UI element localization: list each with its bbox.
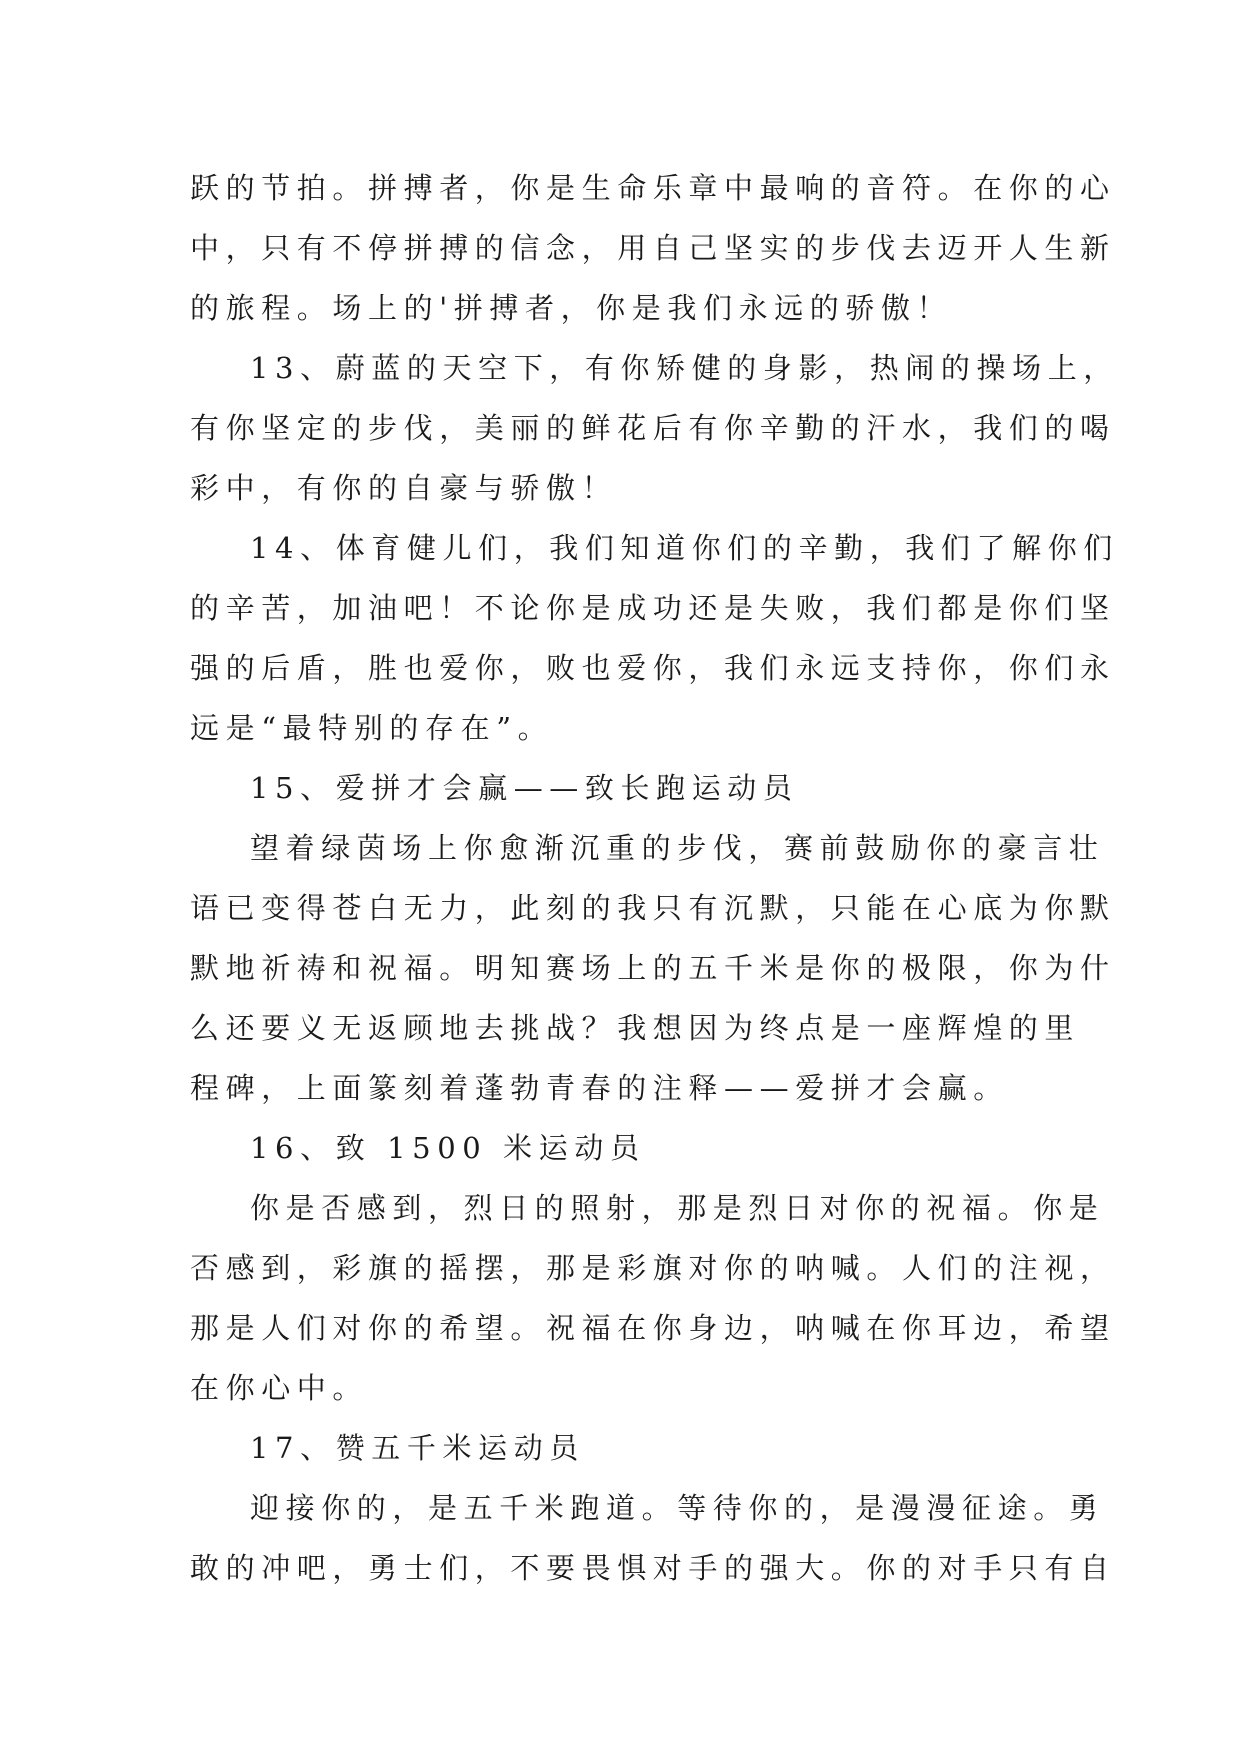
- text-line: 默地祈祷和祝福。明知赛场上的五千米是你的极限，你为什: [190, 951, 1116, 985]
- text-line: 语已变得苍白无力，此刻的我只有沉默，只能在心底为你默: [190, 891, 1116, 925]
- text-line: 在你心中。: [190, 1371, 369, 1405]
- paragraph-start: 望着绿茵场上你愈渐沉重的步伐，赛前鼓励你的豪言壮: [250, 831, 1105, 865]
- text-line: 敢的冲吧，勇士们，不要畏惧对手的强大。你的对手只有自: [190, 1551, 1116, 1585]
- paragraph-start-13: 13、蔚蓝的天空下，有你矫健的身影，热闹的操场上，: [250, 351, 1119, 385]
- text-line: 否感到，彩旗的摇摆，那是彩旗对你的呐喊。人们的注视，: [190, 1251, 1116, 1285]
- document-body: [190, 158, 1119, 1598]
- text-line: 的辛苦，加油吧！不论你是成功还是失败，我们都是你们坚: [190, 591, 1116, 625]
- text-line: 程碑，上面篆刻着蓬勃青春的注释——爱拼才会赢。: [190, 1071, 1009, 1105]
- text-line: 远是“最特别的存在”。: [190, 711, 554, 745]
- text-line: 中，只有不停拼搏的信念，用自己坚实的步伐去迈开人生新: [190, 231, 1116, 265]
- text-line: 强的后盾，胜也爱你，败也爱你，我们永远支持你，你们永: [190, 651, 1116, 685]
- paragraph-start: 迎接你的，是五千米跑道。等待你的，是漫漫征途。勇: [250, 1491, 1105, 1525]
- text-line: 么还要义无返顾地去挑战？我想因为终点是一座辉煌的里: [190, 1011, 1081, 1045]
- section-heading-17: 17、赞五千米运动员: [250, 1431, 585, 1465]
- section-heading-15: 15、爱拼才会赢——致长跑运动员: [250, 771, 799, 805]
- paragraph-start: 你是否感到，烈日的照射，那是烈日对你的祝福。你是: [250, 1191, 1105, 1225]
- paragraph-start-14: 14、体育健儿们，我们知道你们的辛勤，我们了解你们: [250, 531, 1119, 565]
- text-line: 那是人们对你的希望。祝福在你身边，呐喊在你耳边，希望: [190, 1311, 1116, 1345]
- section-heading-16: 16、致 1500 米运动员: [250, 1131, 646, 1165]
- text-line: 彩中，有你的自豪与骄傲！: [190, 471, 618, 505]
- text-line: 的旅程。场上的'拼搏者，你是我们永远的骄傲！: [190, 291, 953, 325]
- text-line: 跃的节拍。拼搏者，你是生命乐章中最响的音符。在你的心: [190, 171, 1116, 205]
- text-line: 有你坚定的步伐，美丽的鲜花后有你辛勤的汗水，我们的喝: [190, 411, 1116, 445]
